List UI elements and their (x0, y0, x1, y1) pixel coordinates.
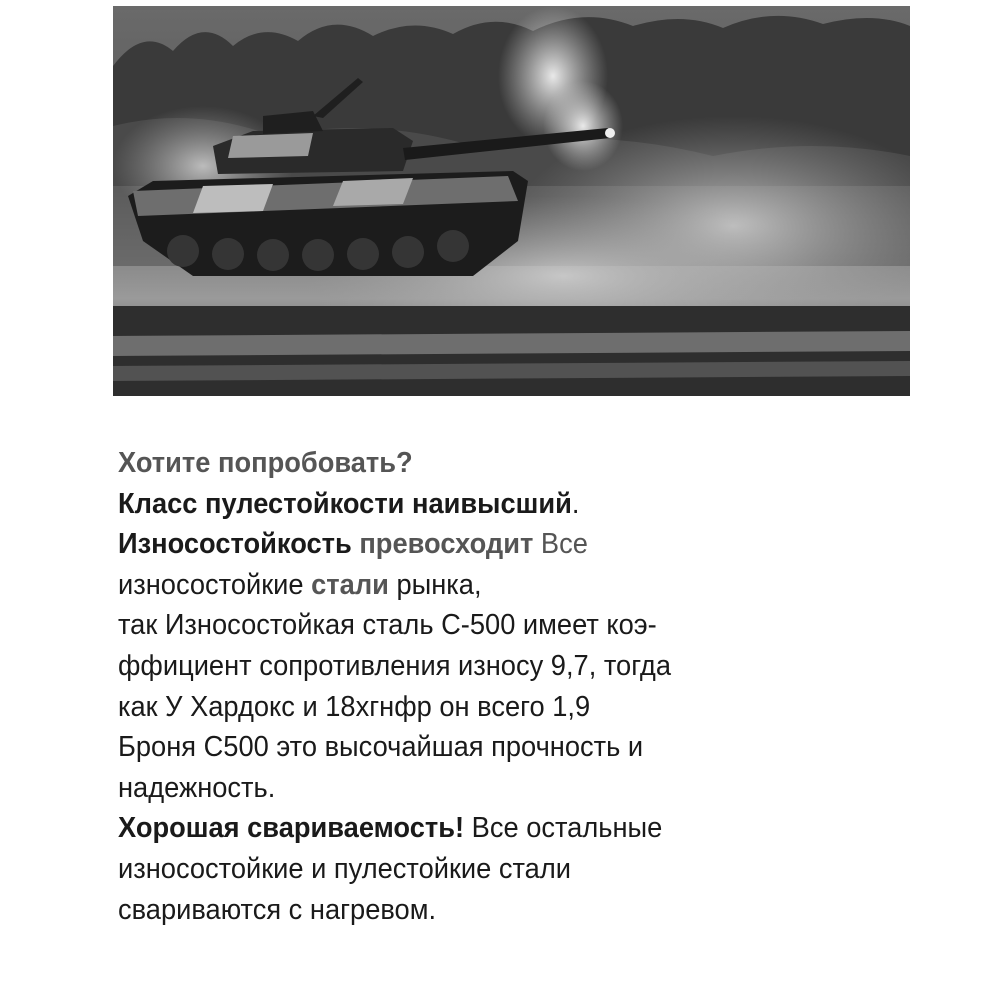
wear-resistance-heading: Износостойкость (118, 528, 352, 561)
weldability-heading: Хорошая свариваемость! (118, 812, 465, 845)
line4-c: рынка, (396, 568, 482, 601)
text-line-3 (118, 524, 870, 565)
wear-rest: Все (540, 528, 588, 561)
tank-photo-icon (113, 6, 910, 396)
text-line-5: так Износостойкая сталь С-500 имеет коэ- (118, 609, 657, 642)
text-line-6: ффициент сопротивления износу 9,7, тогда (118, 649, 671, 682)
period: . (571, 487, 580, 520)
text-line-1 (118, 443, 870, 484)
tank-photo (113, 6, 910, 396)
text-line-7: как У Хардокс и 18хгнфр он всего 1,9 (118, 690, 591, 723)
text-line-10 (118, 808, 870, 849)
ad-text-block (118, 443, 870, 930)
line4-a: износостойкие (118, 568, 304, 601)
line4-b: стали (311, 568, 389, 601)
bulletproof-class-claim: Класс пулестойкости наивысший (118, 487, 572, 520)
question-heading: Хотите попробовать? (118, 447, 413, 479)
text-line-11: износостойкие и пулестойкие стали (118, 852, 571, 885)
text-line-9: надежность. (118, 771, 276, 804)
text-line-4 (118, 565, 870, 606)
text-line-2 (118, 484, 870, 525)
weldability-rest: Все остальные (471, 812, 663, 845)
exceeds-word: превосходит (359, 528, 534, 561)
text-line-12: свариваются с нагревом. (118, 893, 437, 926)
text-line-8: Броня С500 это высочайшая прочность и (118, 731, 644, 764)
